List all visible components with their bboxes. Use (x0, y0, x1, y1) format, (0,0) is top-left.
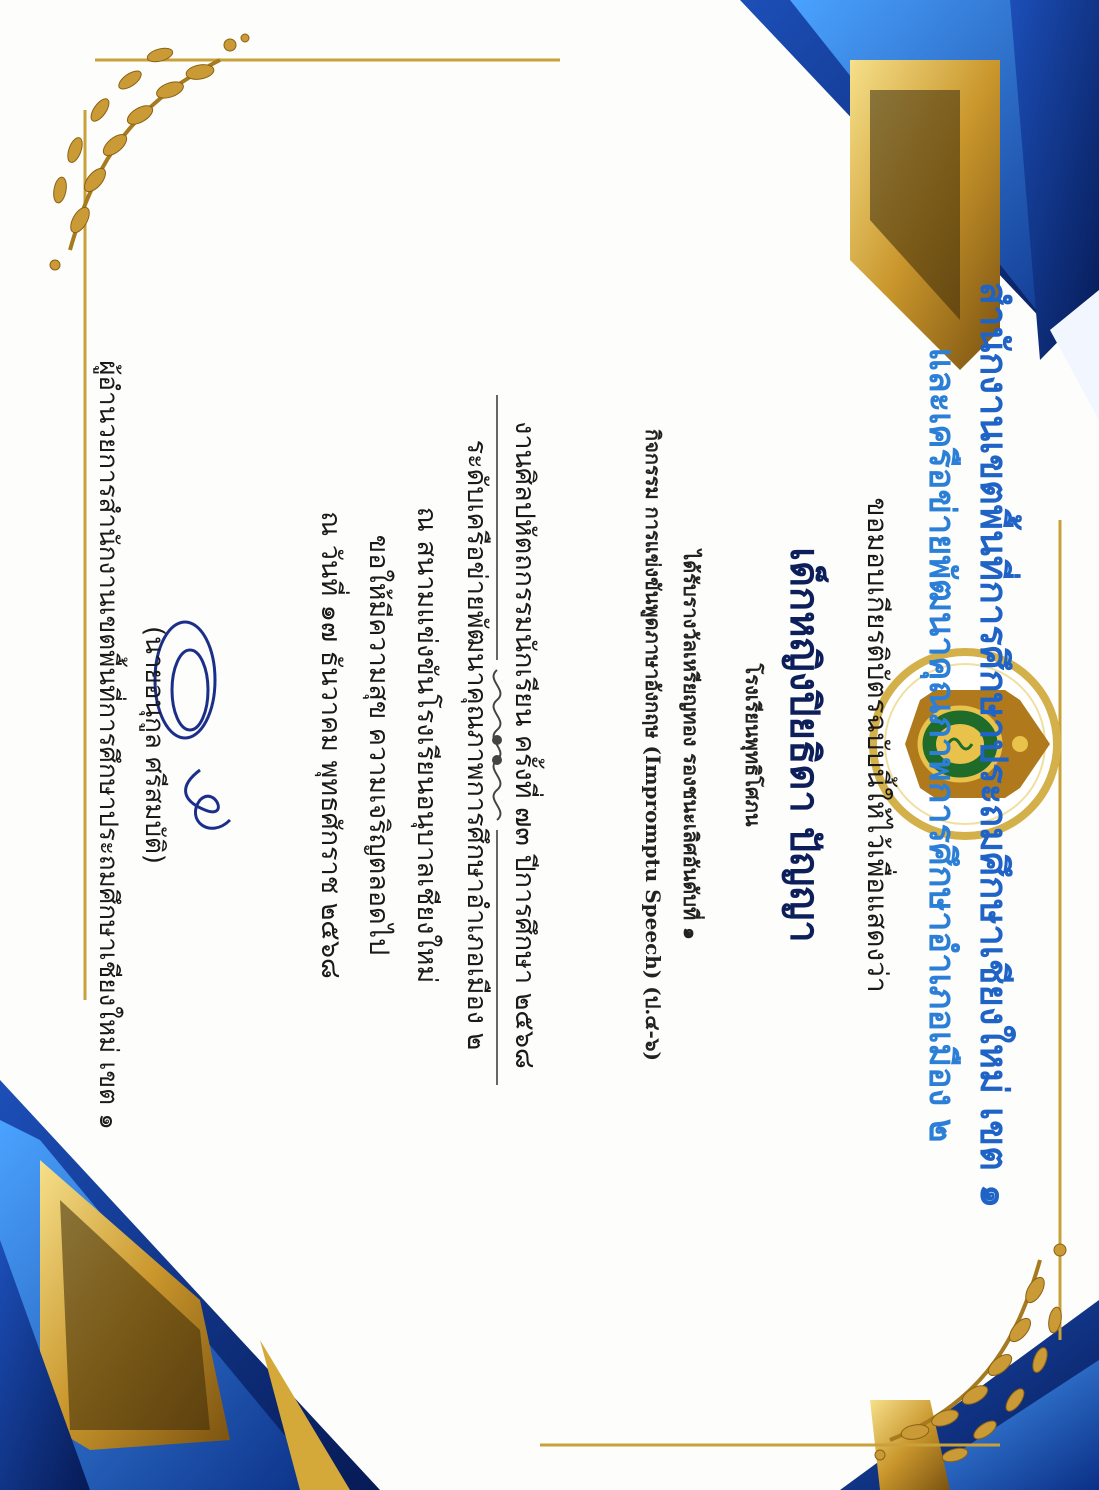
event-line-1: งานศิลปหัตถกรรมนักเรียน ครั้งที่ ๗๓ ปีการศึกษา ๒๕๖๘ (509, 421, 540, 1069)
event-line-3: ณ สนามแข่งขันโรงเรียนอนุบาลเชียงใหม่ (411, 506, 442, 984)
header-line-2: และเครือข่ายพัฒนาคุณภาพการศึกษาอำเภอเมือง ๒ (921, 347, 962, 1143)
signatory-name: (นายอนุกูล ศรีสมบัติ) (139, 625, 169, 865)
recipient-name: เด็กหญิงปิยธิดา ปัญญา (781, 547, 828, 943)
activity-text: กิจกรรม การแข่งขันพูดภาษาอังกฤษ (Impromptu Speech) (ป.๔-๖) (641, 429, 665, 1061)
recipient-school: โรงเรียนพุทธิโศภน (741, 663, 765, 827)
award-text: ได้รับรางวัลเหรียญทอง รองชนะเลิศอันดับที่ ๑ (679, 550, 703, 940)
event-date: ณ วันที่ ๑๗ ธันวาคม พุทธศักราช ๒๕๖๘ (315, 511, 346, 979)
header-line-1: สำนักงานเขตพื้นที่การศึกษาประถมศึกษาเชียงใหม่ เขต ๑ (972, 281, 1016, 1209)
event-line-2: ระดับเครือข่ายพัฒนาคุณภาพการศึกษาอำเภอเมือง ๒ (461, 439, 492, 1051)
certificate-caption: ขอมอบเกียรติบัตรฉบับนี้ให้ไว้เพื่อแสดงว่า (861, 497, 894, 993)
signatory-position: ผู้อำนวยการสำนักงานเขตพื้นที่การศึกษาประถมศึกษาเชียงใหม่ เขต ๑ (93, 360, 123, 1130)
event-line-4: ขอให้มีความสุข ความเจริญตลอดไป (363, 534, 394, 956)
